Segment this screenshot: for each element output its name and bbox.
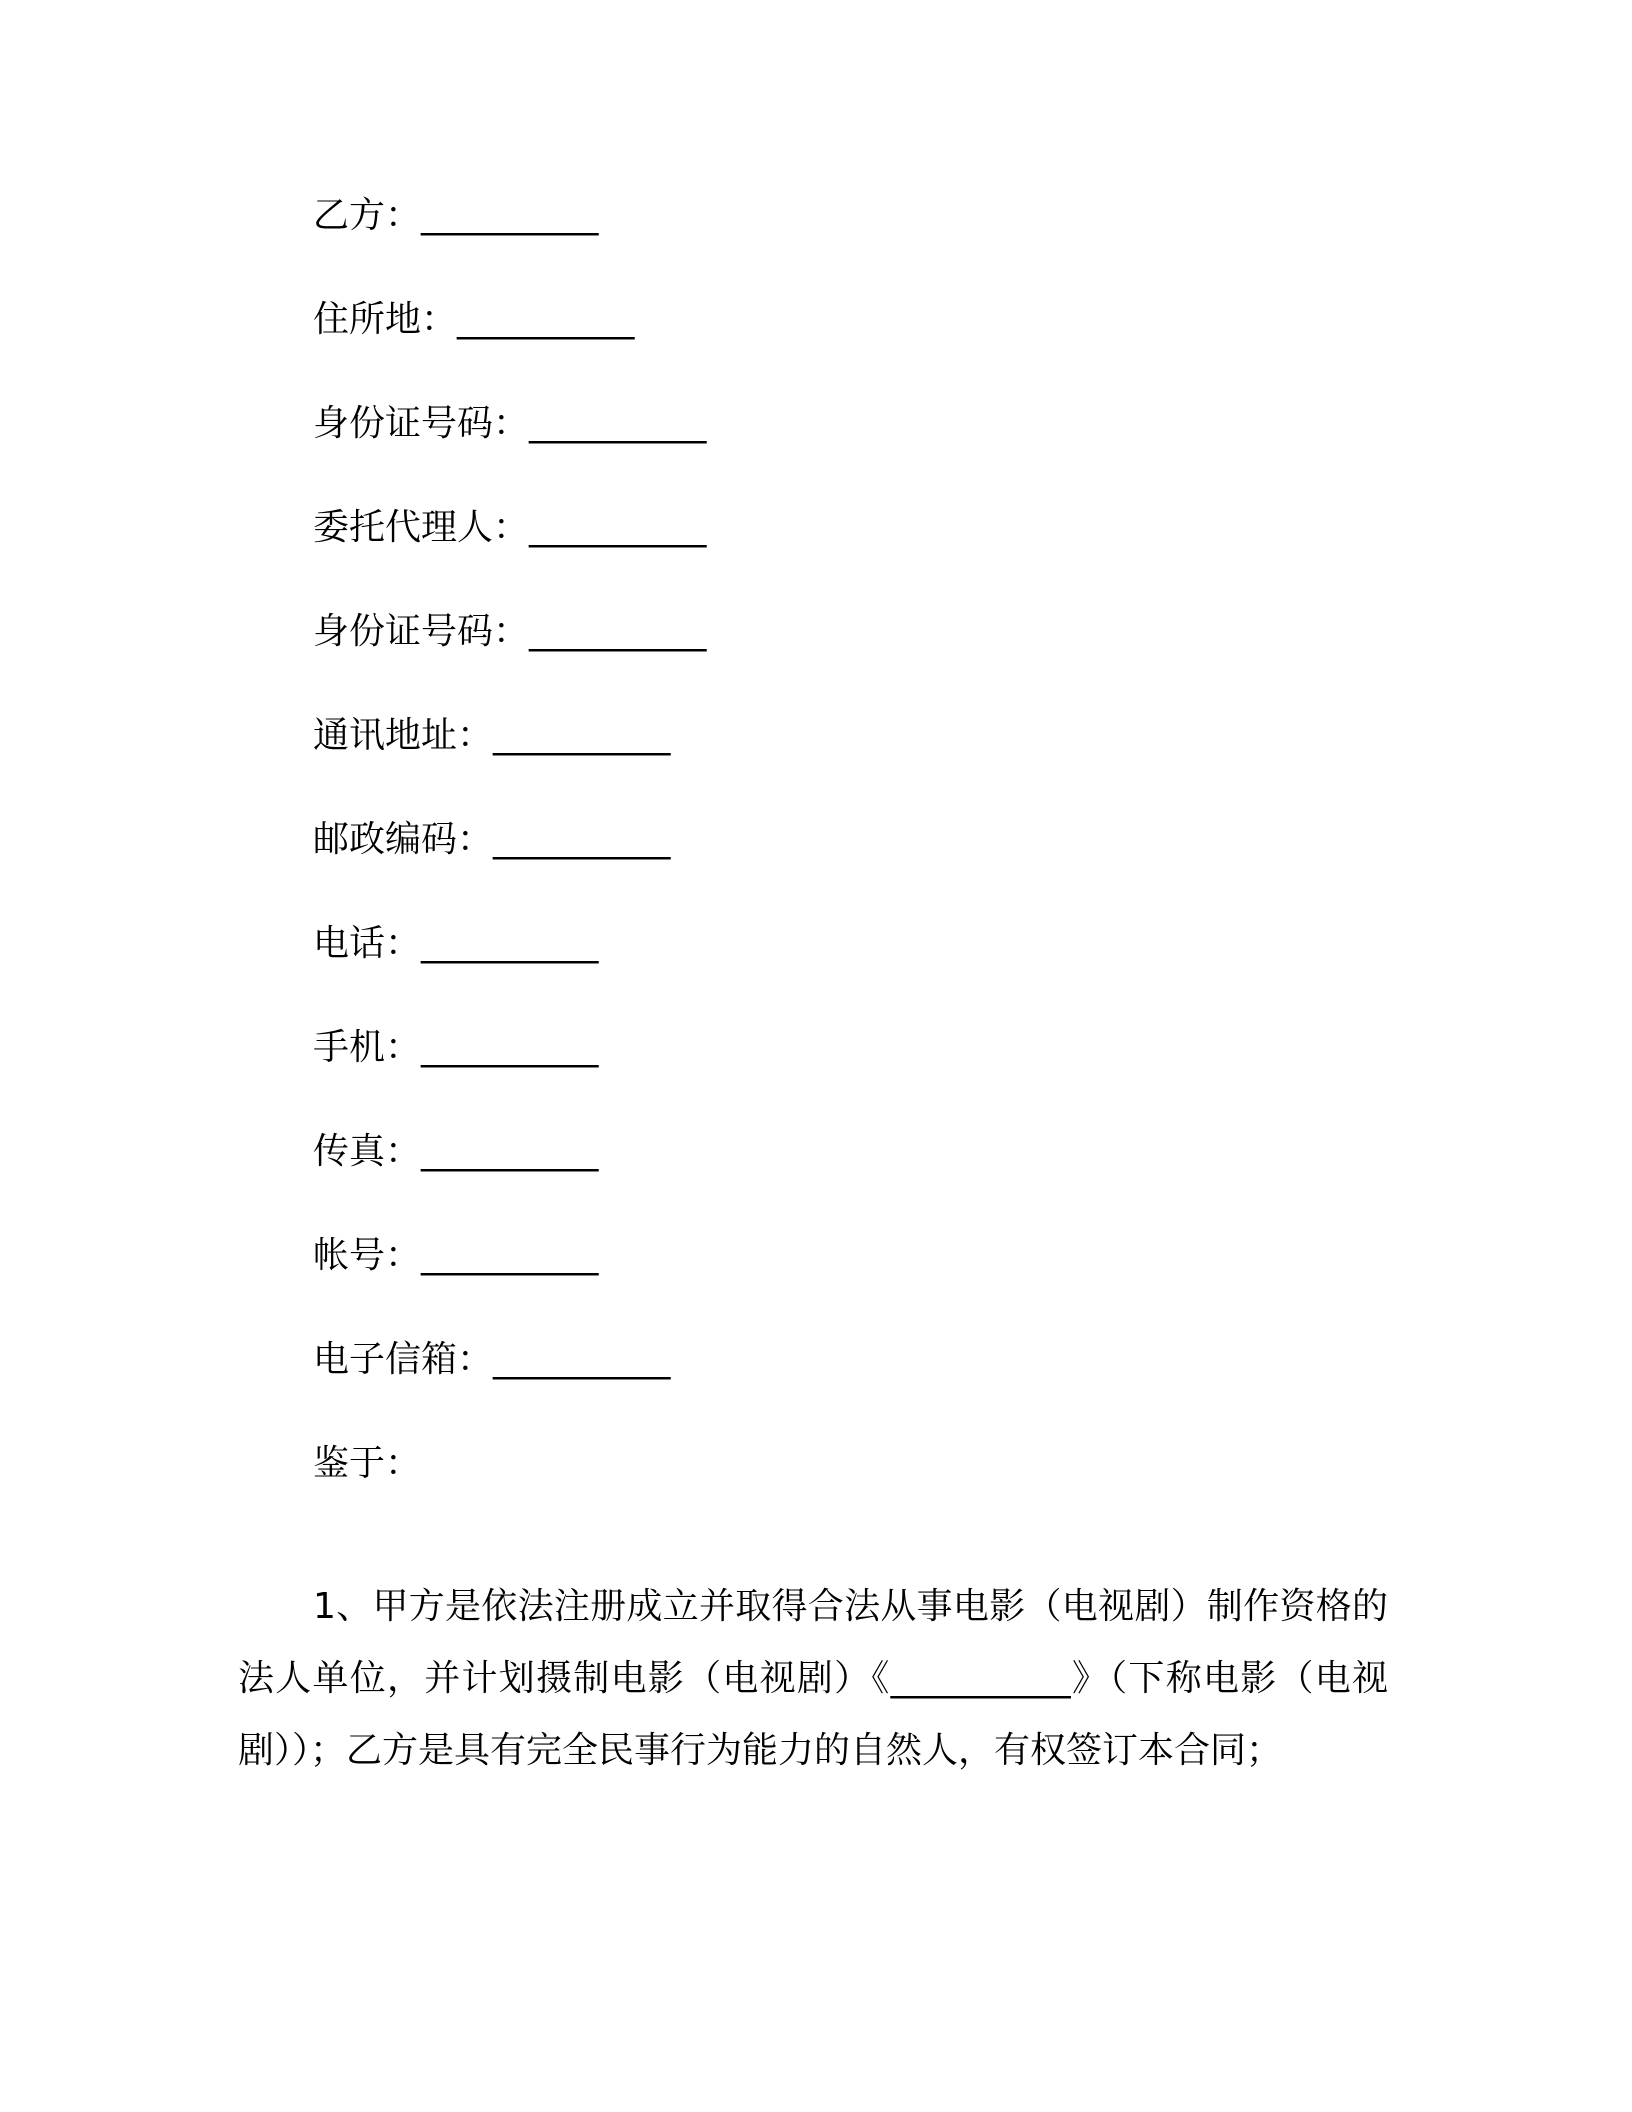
field-blank: __________ — [421, 1235, 599, 1276]
field-label: 邮政编码： — [313, 819, 494, 860]
field-label: 电话： — [313, 923, 422, 964]
field-blank: __________ — [529, 611, 707, 652]
field-blank: __________ — [421, 923, 599, 964]
field-blank: __________ — [421, 1027, 599, 1068]
field-blank: __________ — [493, 715, 671, 756]
field-blank: __________ — [529, 507, 707, 548]
field-label: 通讯地址： — [313, 715, 494, 756]
field-label: 身份证号码： — [313, 403, 530, 444]
field-email — [313, 1329, 1413, 1433]
whereas-heading: 鉴于： — [313, 1443, 422, 1484]
field-blank: __________ — [529, 403, 707, 444]
field-blank: __________ — [493, 1339, 671, 1380]
field-id-number — [313, 393, 1413, 497]
field-label: 委托代理人： — [313, 507, 530, 548]
field-blank: __________ — [493, 819, 671, 860]
field-postal-code — [313, 809, 1413, 913]
field-fax — [313, 1121, 1413, 1225]
field-label: 住所地： — [313, 299, 458, 340]
field-label: 乙方： — [313, 195, 422, 236]
field-agent-id-number — [313, 601, 1413, 705]
field-residence — [313, 289, 1413, 393]
field-account-number — [313, 1225, 1413, 1329]
field-blank: __________ — [421, 1131, 599, 1172]
field-blank: __________ — [421, 195, 599, 236]
field-label: 传真： — [313, 1131, 422, 1172]
field-label: 手机： — [313, 1027, 422, 1068]
field-mailing-address — [313, 705, 1413, 809]
field-blank: __________ — [457, 299, 635, 340]
field-mobile — [313, 1017, 1413, 1121]
field-label: 身份证号码： — [313, 611, 530, 652]
field-party-b — [313, 185, 1413, 289]
field-label: 帐号： — [313, 1235, 422, 1276]
whereas-clause-1: 1、甲方是依法注册成立并取得合法从事电影（电视剧）制作资格的法人单位，并计划摄制电影（电视剧）《__________》（下称电影（电视剧））；乙方是具有完全民事行为能力的自然人，有权签订本合同； — [238, 1586, 1388, 1771]
field-label: 电子信箱： — [313, 1339, 494, 1380]
party-b-info-fields — [313, 185, 1413, 1537]
field-agent — [313, 497, 1413, 601]
field-telephone — [313, 913, 1413, 1017]
